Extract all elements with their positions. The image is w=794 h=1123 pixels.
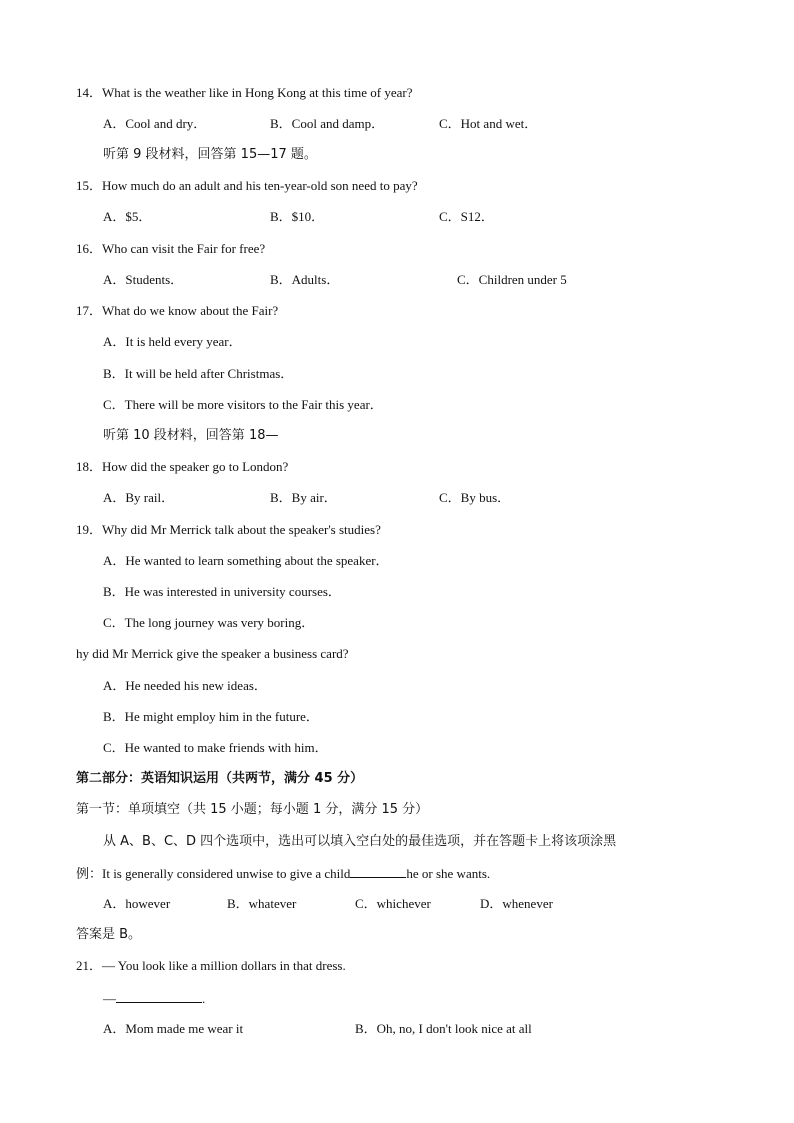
question-19-option-a: A．He wanted to learn something about the speaker．	[103, 553, 389, 568]
option-a: A．Cool and dry．	[103, 116, 207, 131]
option-d: D．whenever	[480, 896, 553, 911]
section-1-title: 第一节：单项填空（共 15 小题；每小题 1 分，满分 15 分）	[76, 802, 429, 817]
option-b: B．By air．	[270, 490, 337, 505]
question-20-option-b: B．He might employ him in the future．	[103, 709, 319, 724]
example-text-after: he or she wants.	[406, 866, 491, 881]
question-20-option-a: A．He needed his new ideas．	[103, 678, 267, 693]
question-17-stem: 17．What do we know about the Fair?	[76, 303, 279, 318]
option-a: A．Students．	[103, 272, 184, 287]
option-a: A．however	[103, 896, 171, 911]
question-16-stem: 16．Who can visit the Fair for free?	[76, 241, 266, 256]
option-c: C．Children under 5	[457, 272, 567, 287]
question-21-reply	[103, 990, 205, 1007]
option-c: C．Hot and wet．	[439, 116, 538, 131]
question-14-stem: 14．What is the weather like in Hong Kong at this time of year?	[76, 85, 413, 100]
question-18-stem: 18．How did the speaker go to London?	[76, 459, 289, 474]
question-17-option-c: C．There will be more visitors to the Fair this year．	[103, 397, 383, 412]
option-c: C．S12．	[439, 209, 494, 224]
question-19-option-c: C．The long journey was very boring．	[103, 615, 315, 630]
question-17-option-a: A．It is held every year．	[103, 334, 242, 349]
question-15-stem: 15．How much do an adult and his ten-year-old son need to pay?	[76, 178, 418, 193]
question-20-stem: hy did Mr Merrick give the speaker a business card?	[76, 646, 349, 661]
option-b: B．Oh, no, I don't look nice at all	[355, 1021, 532, 1036]
section-10-instruction: 听第 10 段材料，回答第 18—	[103, 428, 279, 443]
option-b: B．whatever	[227, 896, 297, 911]
section-9-instruction: 听第 9 段材料，回答第 15—17 题。	[103, 147, 317, 162]
option-a: A．Mom made me wear it	[103, 1021, 244, 1036]
example-sentence	[76, 865, 490, 882]
reply-end: .	[202, 991, 206, 1006]
example-blank	[350, 865, 406, 878]
section-1-instruction: 从 A、B、C、D 四个选项中，选出可以填入空白处的最佳选项，并在答题卡上将该项涂黑	[103, 834, 617, 849]
example-text-before: 例：It is generally considered unwise to give a child	[76, 866, 351, 881]
option-a: A．$5．	[103, 209, 152, 224]
question-19-option-b: B．He was interested in university courses．	[103, 584, 341, 599]
option-c: C．By bus．	[439, 490, 511, 505]
option-a: A．By rail．	[103, 490, 175, 505]
option-b: B．$10．	[270, 209, 325, 224]
option-c: C．whichever	[355, 896, 431, 911]
part-2-title: 第二部分：英语知识运用（共两节，满分 45 分）	[76, 771, 364, 786]
question-19-stem: 19．Why did Mr Merrick talk about the speaker's studies?	[76, 522, 381, 537]
question-21-stem: 21．— You look like a million dollars in that dress.	[76, 958, 346, 973]
option-b: B．Cool and damp．	[270, 116, 385, 131]
question-17-option-b: B．It will be held after Christmas．	[103, 366, 294, 381]
question-20-option-c: C．He wanted to make friends with him．	[103, 740, 328, 755]
reply-dash: —	[103, 991, 116, 1006]
example-answer: 答案是 B。	[76, 927, 142, 942]
option-b: B．Adults．	[270, 272, 340, 287]
reply-blank	[116, 990, 202, 1003]
